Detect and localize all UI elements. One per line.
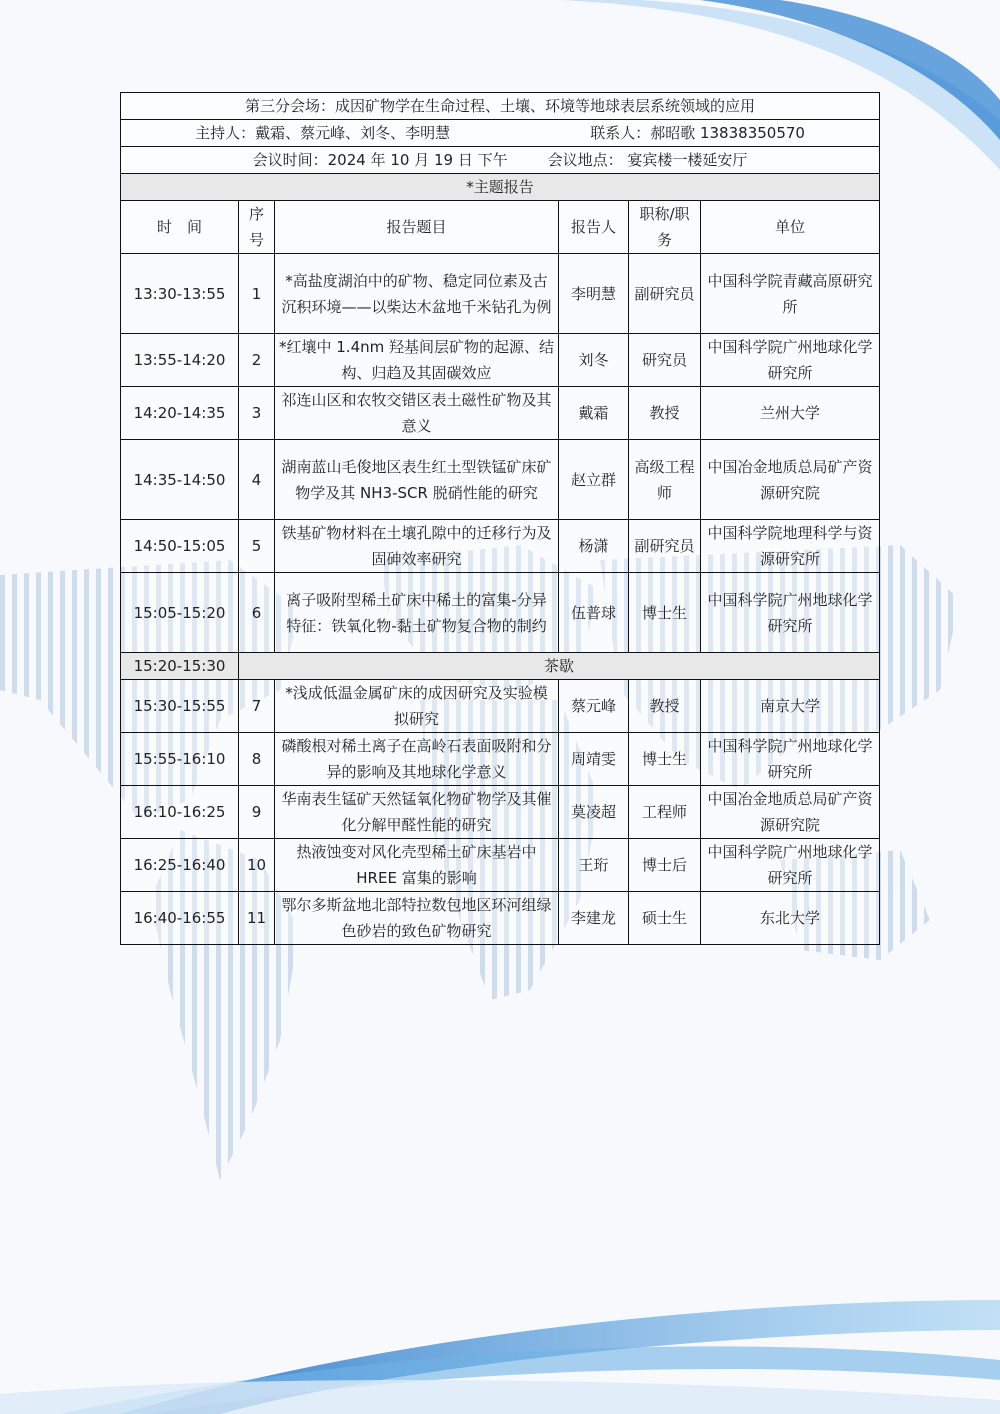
meeting-place: 会议地点： 宴宾楼一楼延安厅: [547, 151, 748, 169]
report-speaker: 王珩: [559, 839, 629, 892]
col-header-title: 职称/职务: [629, 201, 701, 254]
report-number: 5: [239, 520, 275, 573]
speaker-org: 兰州大学: [701, 387, 880, 440]
speaker-title: 工程师: [629, 786, 701, 839]
session-title-row: [121, 93, 880, 120]
session-title: 第三分会场：成因矿物学在生命过程、土壤、环境等地球表层系统领域的应用: [121, 93, 880, 120]
speaker-org: 中国科学院广州地球化学研究所: [701, 839, 880, 892]
report-number: 1: [239, 254, 275, 334]
speaker-title: 教授: [629, 387, 701, 440]
speaker-title: 博士后: [629, 839, 701, 892]
report-topic: *红壤中 1.4nm 羟基间层矿物的起源、结构、归趋及其固碳效应: [275, 334, 559, 387]
speaker-org: 中国科学院地理科学与资源研究所: [701, 520, 880, 573]
report-number: 11: [239, 892, 275, 945]
table-row: [121, 334, 880, 387]
break-time: 15:20-15:30: [121, 653, 239, 680]
report-topic: 鄂尔多斯盆地北部特拉数包地区环河组绿色砂岩的致色矿物研究: [275, 892, 559, 945]
break-label: 茶歇: [239, 653, 880, 680]
report-speaker: 伍普球: [559, 573, 629, 653]
report-topic: 热液蚀变对风化壳型稀土矿床基岩中 HREE 富集的影响: [275, 839, 559, 892]
table-row: [121, 680, 880, 733]
report-topic: 磷酸根对稀土离子在高岭石表面吸附和分异的影响及其地球化学意义: [275, 733, 559, 786]
table-row: [121, 254, 880, 334]
time-place-row: [121, 147, 880, 174]
report-speaker: 杨潇: [559, 520, 629, 573]
table-row: [121, 387, 880, 440]
report-topic: *浅成低温金属矿床的成因研究及实验模拟研究: [275, 680, 559, 733]
speaker-title: 研究员: [629, 334, 701, 387]
report-speaker: 李建龙: [559, 892, 629, 945]
report-time: 14:35-14:50: [121, 440, 239, 520]
table-row: [121, 786, 880, 839]
table-row: [121, 573, 880, 653]
report-number: 3: [239, 387, 275, 440]
report-number: 10: [239, 839, 275, 892]
report-speaker: 李明慧: [559, 254, 629, 334]
report-number: 8: [239, 733, 275, 786]
report-time: 16:40-16:55: [121, 892, 239, 945]
report-time: 16:25-16:40: [121, 839, 239, 892]
meeting-time: 会议时间：2024 年 10 月 19 日 下午: [252, 151, 508, 169]
report-time: 14:50-15:05: [121, 520, 239, 573]
report-number: 4: [239, 440, 275, 520]
col-header-time: 时 间: [121, 201, 239, 254]
report-speaker: 赵立群: [559, 440, 629, 520]
report-number: 9: [239, 786, 275, 839]
report-time: 13:30-13:55: [121, 254, 239, 334]
speaker-title: 高级工程师: [629, 440, 701, 520]
report-time: 14:20-14:35: [121, 387, 239, 440]
section-label: *主题报告: [121, 174, 880, 201]
table-row: [121, 440, 880, 520]
speaker-title: 副研究员: [629, 520, 701, 573]
col-header-org: 单位: [701, 201, 880, 254]
report-speaker: 蔡元峰: [559, 680, 629, 733]
table-row: [121, 520, 880, 573]
report-topic: 华南表生锰矿天然锰氧化物矿物学及其催化分解甲醛性能的研究: [275, 786, 559, 839]
report-topic: 祁连山区和农牧交错区表土磁性矿物及其意义: [275, 387, 559, 440]
speaker-title: 博士生: [629, 733, 701, 786]
speaker-title: 硕士生: [629, 892, 701, 945]
schedule-table: [120, 92, 880, 945]
report-number: 7: [239, 680, 275, 733]
hosts-text: 主持人：戴霜、蔡元峰、刘冬、李明慧: [195, 124, 451, 142]
speaker-org: 中国科学院广州地球化学研究所: [701, 733, 880, 786]
speaker-org: 中国科学院广州地球化学研究所: [701, 334, 880, 387]
col-header-no: 序号: [239, 201, 275, 254]
reports-group-b: [121, 680, 880, 945]
host-contact-row: [121, 120, 880, 147]
report-speaker: 刘冬: [559, 334, 629, 387]
report-time: 13:55-14:20: [121, 334, 239, 387]
speaker-title: 教授: [629, 680, 701, 733]
reports-group-a: [121, 254, 880, 653]
table-row: [121, 839, 880, 892]
report-topic: 湖南蓝山毛俊地区表生红土型铁锰矿床矿物学及其 NH3-SCR 脱硝性能的研究: [275, 440, 559, 520]
speaker-org: 中国科学院广州地球化学研究所: [701, 573, 880, 653]
report-topic: 铁基矿物材料在土壤孔隙中的迁移行为及固砷效率研究: [275, 520, 559, 573]
col-header-topic: 报告题目: [275, 201, 559, 254]
speaker-title: 博士生: [629, 573, 701, 653]
report-speaker: 莫凌超: [559, 786, 629, 839]
speaker-org: 南京大学: [701, 680, 880, 733]
table-row: [121, 892, 880, 945]
report-speaker: 戴霜: [559, 387, 629, 440]
section-label-row: [121, 174, 880, 201]
contact-text: 联系人：郝昭歌 13838350570: [590, 124, 805, 142]
report-topic: *高盐度湖泊中的矿物、稳定同位素及古沉积环境——以柴达木盆地千米钻孔为例: [275, 254, 559, 334]
report-number: 2: [239, 334, 275, 387]
report-time: 15:30-15:55: [121, 680, 239, 733]
speaker-title: 副研究员: [629, 254, 701, 334]
speaker-org: 中国冶金地质总局矿产资源研究院: [701, 786, 880, 839]
col-header-speaker: 报告人: [559, 201, 629, 254]
report-time: 15:05-15:20: [121, 573, 239, 653]
report-time: 15:55-16:10: [121, 733, 239, 786]
column-header-row: [121, 201, 880, 254]
report-number: 6: [239, 573, 275, 653]
tea-break-row: [121, 653, 880, 680]
report-speaker: 周靖雯: [559, 733, 629, 786]
report-topic: 离子吸附型稀土矿床中稀土的富集-分异特征：铁氧化物-黏土矿物复合物的制约: [275, 573, 559, 653]
table-row: [121, 733, 880, 786]
speaker-org: 中国科学院青藏高原研究所: [701, 254, 880, 334]
report-time: 16:10-16:25: [121, 786, 239, 839]
speaker-org: 东北大学: [701, 892, 880, 945]
speaker-org: 中国冶金地质总局矿产资源研究院: [701, 440, 880, 520]
